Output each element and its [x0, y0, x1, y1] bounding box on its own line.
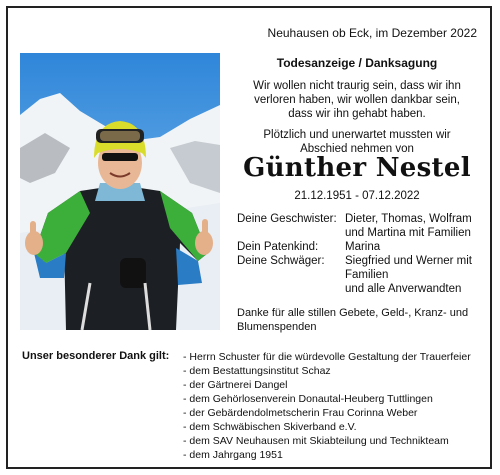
special-thanks-label: Unser besonderer Dank gilt:	[22, 350, 170, 362]
thanks-line: Blumenspenden	[237, 321, 317, 333]
thanks-item: - der Gebärdendolmetscherin Frau Corinna Weber	[183, 407, 418, 419]
thanks-item: - dem Bestattungsinstitut Schaz	[183, 365, 331, 377]
relative-line: Dieter, Thomas, Wolfram	[345, 213, 472, 225]
thanks-line: Danke für alle stillen Gebete, Geld-, Kranz- und	[237, 307, 469, 319]
relative-line: und alle Anverwandten	[345, 283, 462, 295]
deceased-name: Günther Nestel	[243, 153, 471, 183]
relative-label: Deine Schwäger:	[237, 255, 325, 267]
quote-line: Wir wollen nicht traurig sein, dass wir ihn	[253, 80, 461, 92]
memorial-quote	[232, 79, 482, 121]
relative-line: Marina	[345, 241, 381, 253]
relative-line: und Martina mit Familien	[345, 227, 471, 239]
relatives-list	[237, 212, 477, 296]
place-date: Neuhausen ob Eck, im Dezember 2022	[267, 26, 477, 40]
special-thanks-list	[183, 350, 471, 462]
intro-line: Abschied nehmen von	[300, 143, 414, 155]
relative-names	[345, 212, 477, 240]
notice-subtitle: Todesanzeige / Danksagung	[276, 56, 438, 70]
relative-line: Siegfried und Werner mit	[345, 255, 472, 267]
thanks-item: - dem SAV Neuhausen mit Skiabteilung und Technikteam	[183, 435, 449, 447]
portrait-photo	[20, 53, 220, 330]
relative-names	[345, 254, 477, 296]
thanks-item: - Herrn Schuster für die würdevolle Gestaltung der Trauerfeier	[183, 351, 471, 363]
thanks-item: - dem Gehörlosenverein Donautal-Heuberg Tuttlingen	[183, 393, 433, 405]
thanks-item: - dem Schwäbischen Skiverband e.V.	[183, 421, 357, 433]
relative-row	[237, 212, 477, 240]
relative-row	[237, 240, 477, 254]
relative-row	[237, 254, 477, 296]
thanks-item: - dem Jahrgang 1951	[183, 449, 283, 461]
farewell-intro	[232, 128, 482, 156]
relative-names	[345, 240, 477, 254]
relative-label: Deine Geschwister:	[237, 213, 337, 225]
relative-label: Dein Patenkind:	[237, 241, 319, 253]
intro-line: Plötzlich und unerwartet mussten wir	[263, 129, 451, 141]
quote-line: verloren haben, wir wollen dankbar sein,	[254, 94, 460, 106]
relative-line: Familien	[345, 269, 389, 281]
quote-line: dass wir ihn gehabt haben.	[288, 108, 426, 120]
general-thanks	[237, 306, 482, 334]
thanks-item: - der Gärtnerei Dangel	[183, 379, 288, 391]
life-dates: 21.12.1951 - 07.12.2022	[294, 190, 420, 202]
